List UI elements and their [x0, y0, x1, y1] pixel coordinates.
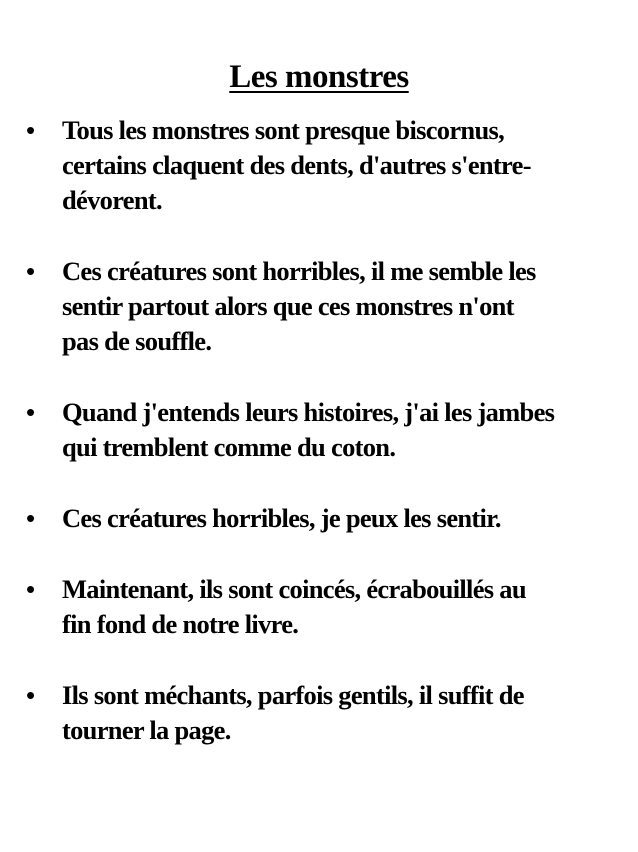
text-line: Maintenant, ils sont coincés, écrabouillés au	[62, 574, 526, 604]
list-item	[24, 113, 614, 218]
text-line: Ils sont méchants, parfois gentils, il suffit de	[62, 680, 524, 710]
list-item-text	[62, 678, 614, 748]
bullet-icon: •	[26, 397, 36, 427]
bullet-icon: •	[26, 680, 36, 710]
text-line: fin fond de notre livre.	[62, 609, 299, 639]
list-item-text	[62, 395, 614, 465]
list-item	[24, 254, 614, 359]
list-item	[24, 395, 614, 465]
text-line: Ces créatures sont horribles, il me semble les	[62, 256, 536, 286]
bullet-icon: •	[26, 115, 36, 145]
text-line: tourner la page.	[62, 715, 231, 745]
text-line: Quand j'entends leurs histoires, j'ai les jambes	[62, 397, 555, 427]
bullet-icon: •	[26, 574, 36, 604]
bullet-icon: •	[26, 503, 36, 533]
text-line: sentir partout alors que ces monstres n'ont	[62, 291, 514, 321]
text-line: Ces créatures horribles, je peux les sentir.	[62, 503, 501, 533]
text-line: Tous les monstres sont presque biscornus,	[62, 115, 505, 145]
page-title: Les monstres	[229, 59, 409, 95]
text-line: qui tremblent comme du coton.	[62, 432, 396, 462]
list-item-text	[62, 254, 614, 359]
list-item-text	[62, 501, 614, 536]
bullet-icon: •	[26, 256, 36, 286]
list-item-text	[62, 572, 614, 642]
bullet-list	[24, 113, 614, 784]
list-item	[24, 678, 614, 748]
text-line: certains claquent des dents, d'autres s'entre-	[62, 150, 531, 180]
list-item	[24, 572, 614, 642]
text-line: pas de souffle.	[62, 326, 212, 356]
text-line: dévorent.	[62, 185, 162, 215]
list-item	[24, 501, 614, 536]
list-item-text	[62, 113, 614, 218]
